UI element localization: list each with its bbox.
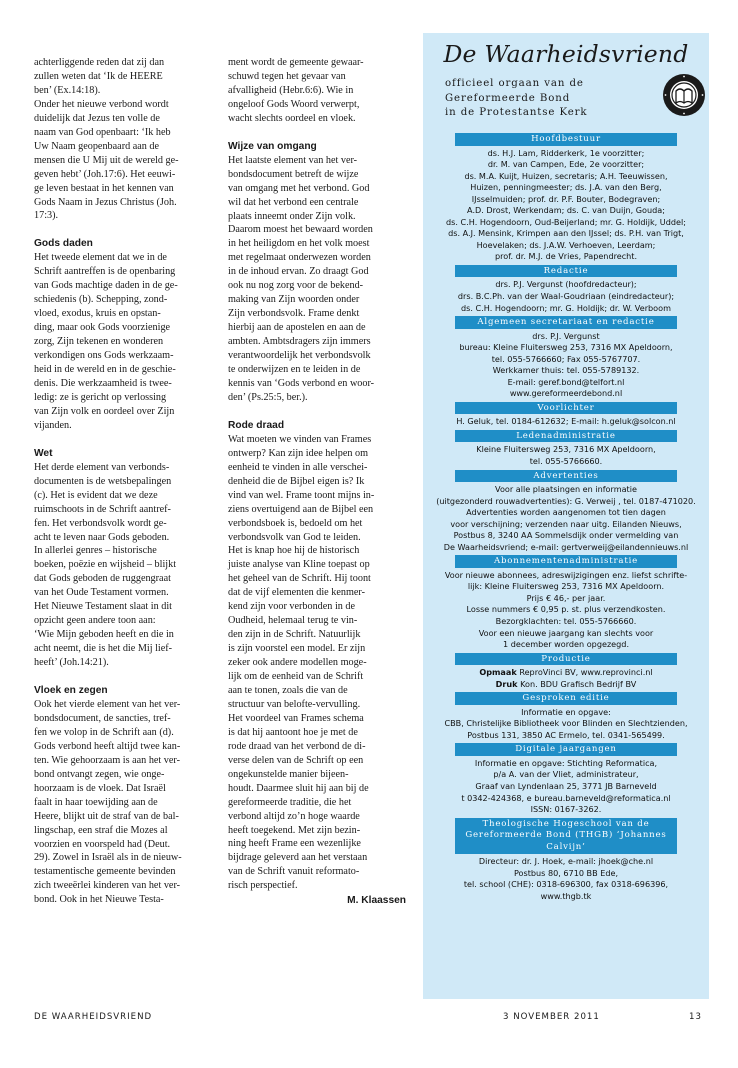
col2-intro-paragraph: ment wordt de gemeente gewaar- schuwd tegen het gevaar van afvalligheid (Hebr.6:6). Wie in ongeloof Gods Woord verwerpt, wacht slechts oordeel en vloek.	[228, 57, 364, 124]
rode-draad-paragraph: Wat moeten we vinden van Frames ontwerp? Kan zijn idee helpen om eenheid te vinden in alle verschei- denheid die de Bijbel eigen is? Ik vind van wel. Frame toont mijns in- ziens overtuigend aan de Bijbel een verbondsboek is, bedoeld om het verbondsvolk van God te leiden. Het is knap hoe hij de historisch juiste analyse van Kline toepast op het geheel van de Schrift. Hij toont dat de vijf elementen die kenmer- kend zijn voor verbonden in de Oudheid, helemaal terug te vin- den zijn in de Schrift. Natuurlijk is zijn voorstel een model. Er zijn zeker ook andere modellen moge- lijk om de eenheid van de Schrift aan te tonen, zoals die van de structuur van belofte-vervulling. Het voordeel van Frames schema is dat hij aantoont hoe je met de rode draad van het verbond de di- verse delen van de Schrift op een ongekunstelde manier bijeen- houdt. Daarmee sluit hij aan bij de gereformeerde traditie, die het verbond altijd zo’n hoge waarde heeft toegekend. Met zijn bezin- ning heeft Frame een wezenlijke bijdrage geleverd aan het verstaan van de Schrift vanuit reformato- risch perspectief.	[228, 433, 375, 892]
masthead-subtitle-row	[423, 69, 709, 131]
opmaak-value: ReproVinci BV, www.reprovinci.nl	[519, 667, 653, 678]
section-body-advertenties: Voor alle plaatsingen en informatie (uitgezonderd rouwadvertenties): G. Verweij , tel. 0187-471020. Advertenties worden aangenomen tot tien dagen voor verschijning; verzenden naar uitg. Eilanden Nieuws, Postbus 8, 3240 AA Sommelsdijk onder vermelding van De Waarheidsvriend; e-mail: gertverweij@eilandennieuws.nl	[436, 484, 696, 552]
masthead-subtitle-line: in de Protestantse Kerk	[445, 107, 588, 119]
wet-heading: Wet	[34, 447, 53, 459]
wijze-van-omgang-heading: Wijze van omgang	[228, 140, 317, 152]
footer-page-number: 13	[689, 1012, 702, 1022]
section-heading-voorlichter: Voorlichter	[455, 402, 677, 415]
masthead-title: De Waarheidsvriend	[443, 40, 689, 68]
section-body-digitale-jaargangen: Informatie en opgave: Stichting Reformatica, p/a A. van der Vliet, administrateur, Graaf van Lyndenlaan 25, 3771 JB Barneveld t 0342-424368, e bureau.barneveld@reformatica.nl ISSN: 0167-3262.	[461, 757, 671, 815]
masthead-subtitle	[445, 77, 657, 121]
article-author: M. Klaassen	[347, 895, 406, 907]
section-body-gesproken-editie: Informatie en opgave: CBB, Christelijke Bibliotheek voor Blinden en Slechtzienden, Postbus 131, 3850 AC Ermelo, tel. 0341-565499.	[444, 706, 688, 740]
gereformeerde-bond-seal-icon	[662, 73, 706, 117]
footer-date: 3 NOVEMBER 2011	[503, 1012, 600, 1022]
section-heading-abonnementen: Abonnementenadministratie	[455, 555, 677, 568]
productie-druk-line	[423, 679, 709, 691]
druk-value: Kon. BDU Grafisch Bedrijf BV	[520, 678, 637, 689]
section-heading-ledenadministratie: Ledenadministratie	[455, 430, 677, 443]
section-heading-redactie: Redactie	[455, 265, 677, 278]
article-column-1	[34, 56, 210, 907]
rode-draad-heading: Rode draad	[228, 419, 285, 431]
gods-daden-heading: Gods daden	[34, 238, 93, 250]
vloek-en-zegen-heading: Vloek en zegen	[34, 685, 108, 697]
section-body-redactie: drs. P.J. Vergunst (hoofdredacteur); drs. B.C.Ph. van der Waal-Goudriaan (eindredacteur); ds. C.H. Hogendoorn; mr. G. Holdijk; dr. W. Verboom	[457, 279, 675, 313]
section-heading-secretariaat: Algemeen secretariaat en redactie	[455, 316, 677, 329]
section-heading-gesproken-editie: Gesproken editie	[455, 692, 677, 705]
section-body-secretariaat: drs. P.J. Vergunst bureau: Kleine Fluitersweg 253, 7316 MX Apeldoorn, tel. 055-5766660; Fax 055-5767707. Werkkamer thuis: tel. 055-5789132. E-mail: geref.bond@telfort.nl www.gereformeerdebond.nl	[459, 330, 673, 399]
section-body-ledenadministratie: Kleine Fluitersweg 253, 7316 MX Apeldoorn, tel. 055-5766660.	[476, 444, 656, 466]
section-heading-productie: Productie	[455, 653, 677, 666]
section-body-thgb: Directeur: dr. J. Hoek, e-mail: jhoek@che.nl Postbus 80, 6710 BB Ede, tel. school (CHE): 0318-696300, fax 0318-696396, www.thgb.tk	[463, 856, 669, 901]
productie-opmaak-line	[423, 667, 709, 679]
section-heading-advertenties: Advertenties	[455, 470, 677, 483]
footer-publication-name: DE WAARHEIDSVRIEND	[34, 1012, 153, 1022]
druk-label: Druk	[495, 678, 518, 689]
wijze-van-omgang-paragraph: Het laatste element van het ver- bondsdocument betreft de wijze van omgang met het verbond. God wil dat het verbond een centrale plaats inneemt onder Zijn volk. Daarom moest het bewaard worden in het heiligdom en het volk moest met regelmaat onderwezen worden in de inhoud ervan. Zo draagt God ook nu nog zorg voor de bekend- making van Zijn woorden onder Zijn verbondsvolk. Frame denkt hierbij aan de apostelen en aan de ambten. Ambtsdragers zijn immers verantwoordelijk het verbondsvolk te onderwijzen en te leiden in de kennis van ‘Gods verbond en woor- den’ (Ps.25:5, ber.).	[228, 154, 375, 403]
section-body-voorlichter: H. Geluk, tel. 0184-612632; E-mail: h.geluk@solcon.nl	[456, 416, 676, 427]
opmaak-label: Opmaak	[479, 667, 517, 678]
section-heading-digitale-jaargangen: Digitale jaargangen	[455, 743, 677, 756]
col1-intro-paragraph: achterliggende reden dat zij dan zullen weten dat ‘Ik de HEERE ben’ (Ex.14:18). Onder het nieuwe verbond wordt duidelijk dat Jezus ten volle de naam van God openbaart: ‘Ik heb Uw Naam geopenbaard aan de mensen die U Mij uit de wereld ge- geven hebt’ (Joh.17:6). Het eeuwi- ge leven bestaat in het kennen van Gods Naam in Jezus Christus (Joh. 17:3).	[34, 57, 179, 222]
gods-daden-paragraph: Het tweede element dat we in de Schrift aantreffen is de openbaring van Gods machtige daden in de ge- schiedenis (b). Schepping, zond- vloed, exodus, kruis en opstan- ding, maar ook Gods voorzienige zorg, Zijn tekenen en wonderen verkondigen ons Gods werkzaam- heid in de wereld en in de geschie- denis. Die werkzaamheid is twee- ledig: ze is gericht op verlossing van Zijn volk en oordeel over Zijn vijanden.	[34, 252, 178, 431]
masthead-subtitle-line: officieel orgaan van de	[445, 78, 584, 89]
masthead-subtitle-line: Gereformeerde Bond	[445, 92, 571, 104]
section-body-abonnementen: Voor nieuwe abonnees, adreswijzigingen enz. liefst schrifte- lijk: Kleine Fluitersweg 253, 7316 MX Apeldoorn. Prijs € 46,- per jaar. Losse nummers € 0,95 p. st. plus verzendkosten. Bezorgklachten: tel. 055-5766660. Voor een nieuwe jaargang kan slechts voor 1 december worden opgezegd.	[444, 569, 688, 650]
vloek-en-zegen-paragraph: Ook het vierde element van het ver- bondsdocument, de sancties, tref- fen we volop in de Schrift aan (d). Gods verbond heeft altijd twee kan- ten. Wie gehoorzaam is aan het ver- bond ontvangt zegen, wie onge- hoorzaam is de vloek. Dat Israël faalt in haar toewijding aan de Heere, blijkt uit de straf van de bal- lingschap, een straf die Mozes al voorzien en voorspeld had (Deut. 29). Zowel in Israël als in de nieuw- testamentische gemeente bevinden zich tweeërlei kinderen van het ver- bond. Ook in het Nieuwe Testa-	[34, 698, 182, 906]
article-column-2	[228, 56, 406, 908]
section-heading-thgb: Theologische Hogeschool van de Gereformeerde Bond (THGB) ‘Johannes Calvijn’	[455, 818, 677, 855]
colophon-box	[423, 33, 709, 999]
wet-paragraph: Het derde element van verbonds- documenten is de wetsbepalingen (c). Het is evident dat we deze ruimschoots in de Schrift aantref- fen. Het verbondsvolk wordt ge- acht te leven naar Gods geboden. In allerlei genres – historische boeken, poëzie en wijsheid – blijkt dat Gods geboden de ruggengraat van het Oude Testament vormen. Het Nieuwe Testament slaat in dit opzicht geen andere toon aan: ‘Wie Mijn geboden heeft en die in acht neemt, die is het die Mij lief- heeft’ (Joh.14:21).	[34, 461, 177, 669]
section-heading-hoofdbestuur: Hoofdbestuur	[455, 133, 677, 146]
section-body-hoofdbestuur: ds. H.J. Lam, Ridderkerk, 1e voorzitter; dr. M. van Campen, Ede, 2e voorzitter; ds. M.A. Kuijt, Huizen, secretaris; A.H. Teeuwissen, Huizen, penningmeester; ds. J.A. van den Berg, IJsselmuiden; prof. dr. P.F. Bouter, Bodegraven; A.D. Drost, Werkendam; ds. C. van Duijn, Gouda; ds. C.H. Hogendoorn, Oud-Beijerland; mr. G. Holdijk, Uddel; ds. A.J. Mensink, Krimpen aan den IJssel; ds. P.H. van Trigt, Hoevelaken; ds. J.A.W. Verhoeven, Leerdam; prof. dr. M.J. de Vries, Papendrecht.	[446, 147, 686, 262]
